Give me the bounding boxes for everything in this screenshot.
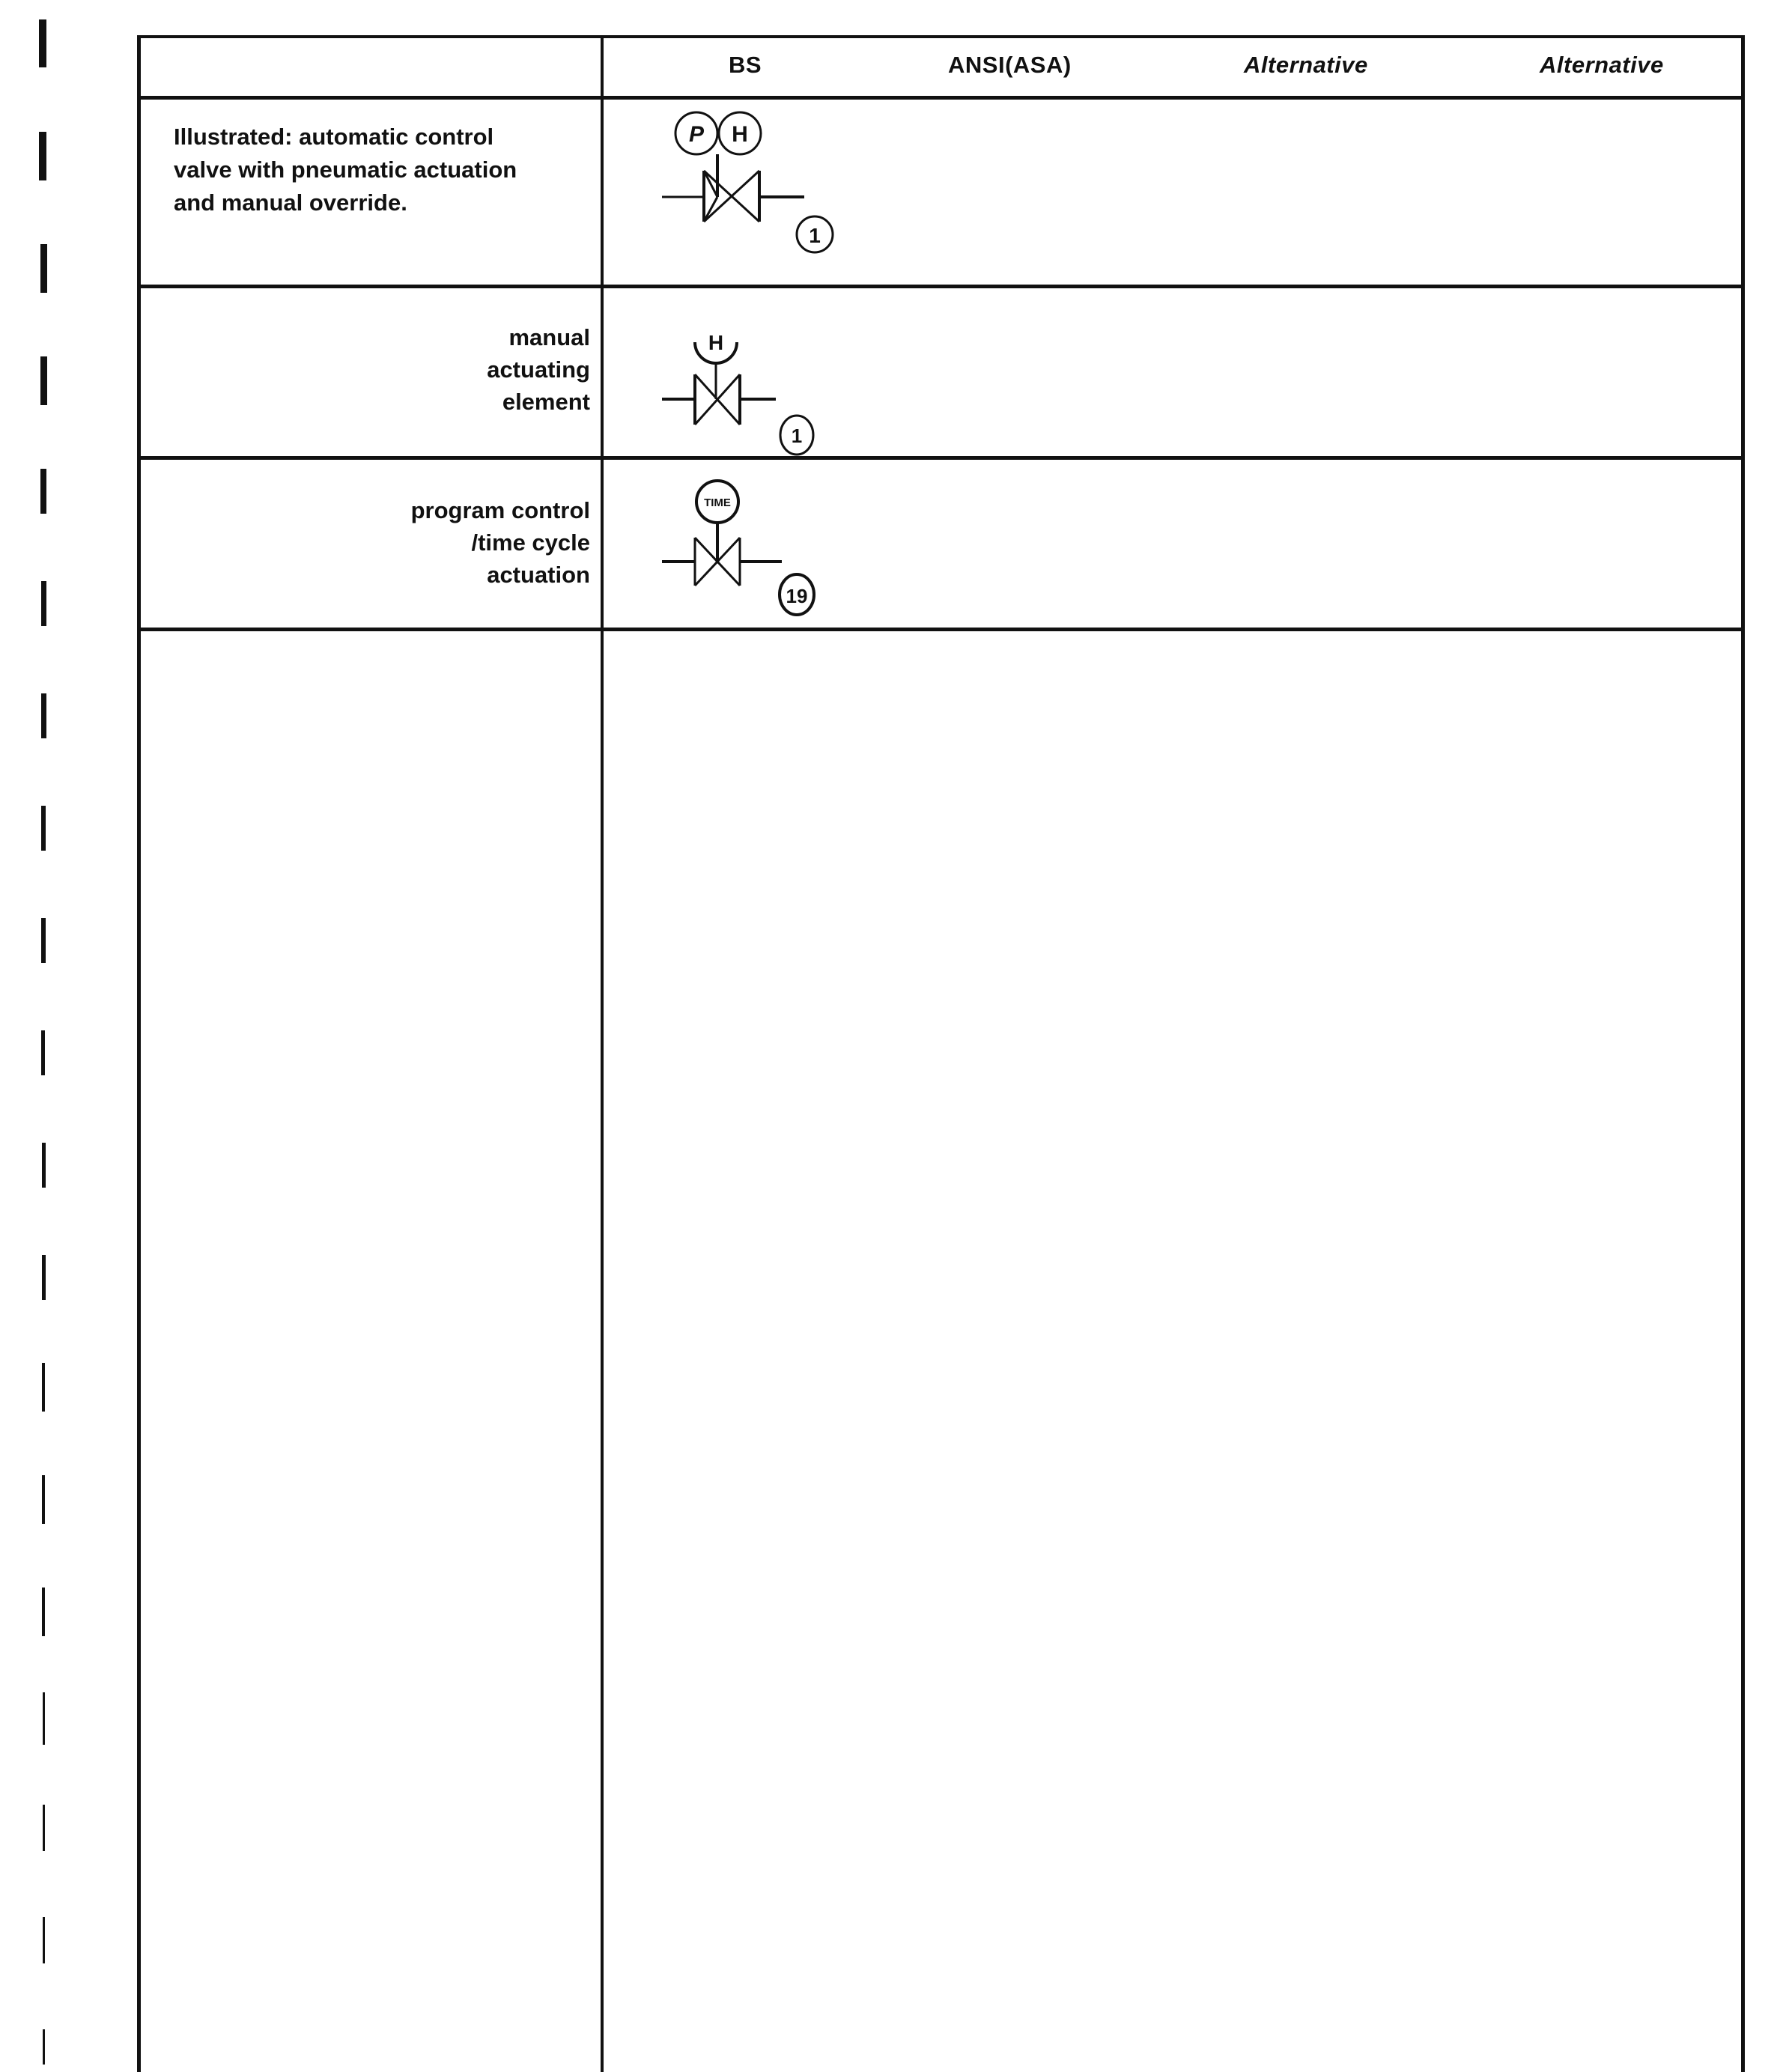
margin-mark [40, 244, 47, 293]
table-row [141, 100, 1741, 288]
valve-time-cycle-actuator-icon [620, 460, 860, 632]
valve-manual-actuator-icon [620, 288, 860, 461]
margin-mark [39, 19, 46, 67]
svg-text:TIME: TIME [704, 496, 731, 509]
description-line: valve with pneumatic actuation [174, 157, 517, 183]
svg-text:19: 19 [786, 585, 808, 607]
header-alternative-2: Alternative [1540, 52, 1664, 78]
margin-mark [40, 356, 47, 405]
margin-mark [39, 132, 46, 180]
svg-text:H: H [732, 122, 748, 147]
description-line: and manual override. [174, 189, 407, 216]
svg-text:H: H [708, 331, 724, 354]
description-line: Illustrated: automatic control [174, 124, 494, 150]
svg-text:1: 1 [809, 224, 821, 247]
header-bs: BS [729, 52, 762, 78]
margin-mark [42, 1475, 45, 1524]
margin-mark [43, 1805, 45, 1851]
margin-mark [43, 2029, 45, 2065]
margin-mark [42, 1363, 45, 1412]
row-description [174, 121, 563, 219]
margin-mark [42, 1143, 46, 1188]
header-ansi-asa: ANSI(ASA) [948, 52, 1072, 78]
description-line: program control [410, 497, 590, 523]
margin-mark [41, 918, 46, 963]
description-line: manual [508, 324, 590, 350]
row-description [171, 494, 590, 591]
description-line: element [502, 389, 590, 415]
margin-mark [41, 806, 46, 851]
svg-text:P: P [688, 122, 705, 147]
margin-mark [43, 1917, 45, 1963]
margin-mark [40, 469, 46, 514]
table-row [141, 288, 1741, 460]
table-header-row [141, 38, 1741, 100]
margin-mark [41, 581, 46, 626]
svg-text:1: 1 [791, 425, 803, 447]
symbols-table [137, 35, 1745, 2072]
description-line: actuation [487, 562, 590, 588]
description-line: actuating [487, 356, 590, 383]
table-row-empty [141, 631, 1741, 2072]
control-valve-pneumatic-manual-override-icon [620, 100, 860, 272]
margin-mark [43, 1692, 45, 1745]
table-row [141, 460, 1741, 631]
row-description [171, 321, 590, 418]
margin-mark [42, 1588, 45, 1636]
margin-mark [42, 1255, 46, 1300]
margin-marks [39, 0, 49, 2065]
description-line: /time cycle [471, 529, 590, 556]
header-alternative-1: Alternative [1244, 52, 1368, 78]
margin-mark [41, 1030, 45, 1075]
margin-mark [41, 693, 46, 738]
